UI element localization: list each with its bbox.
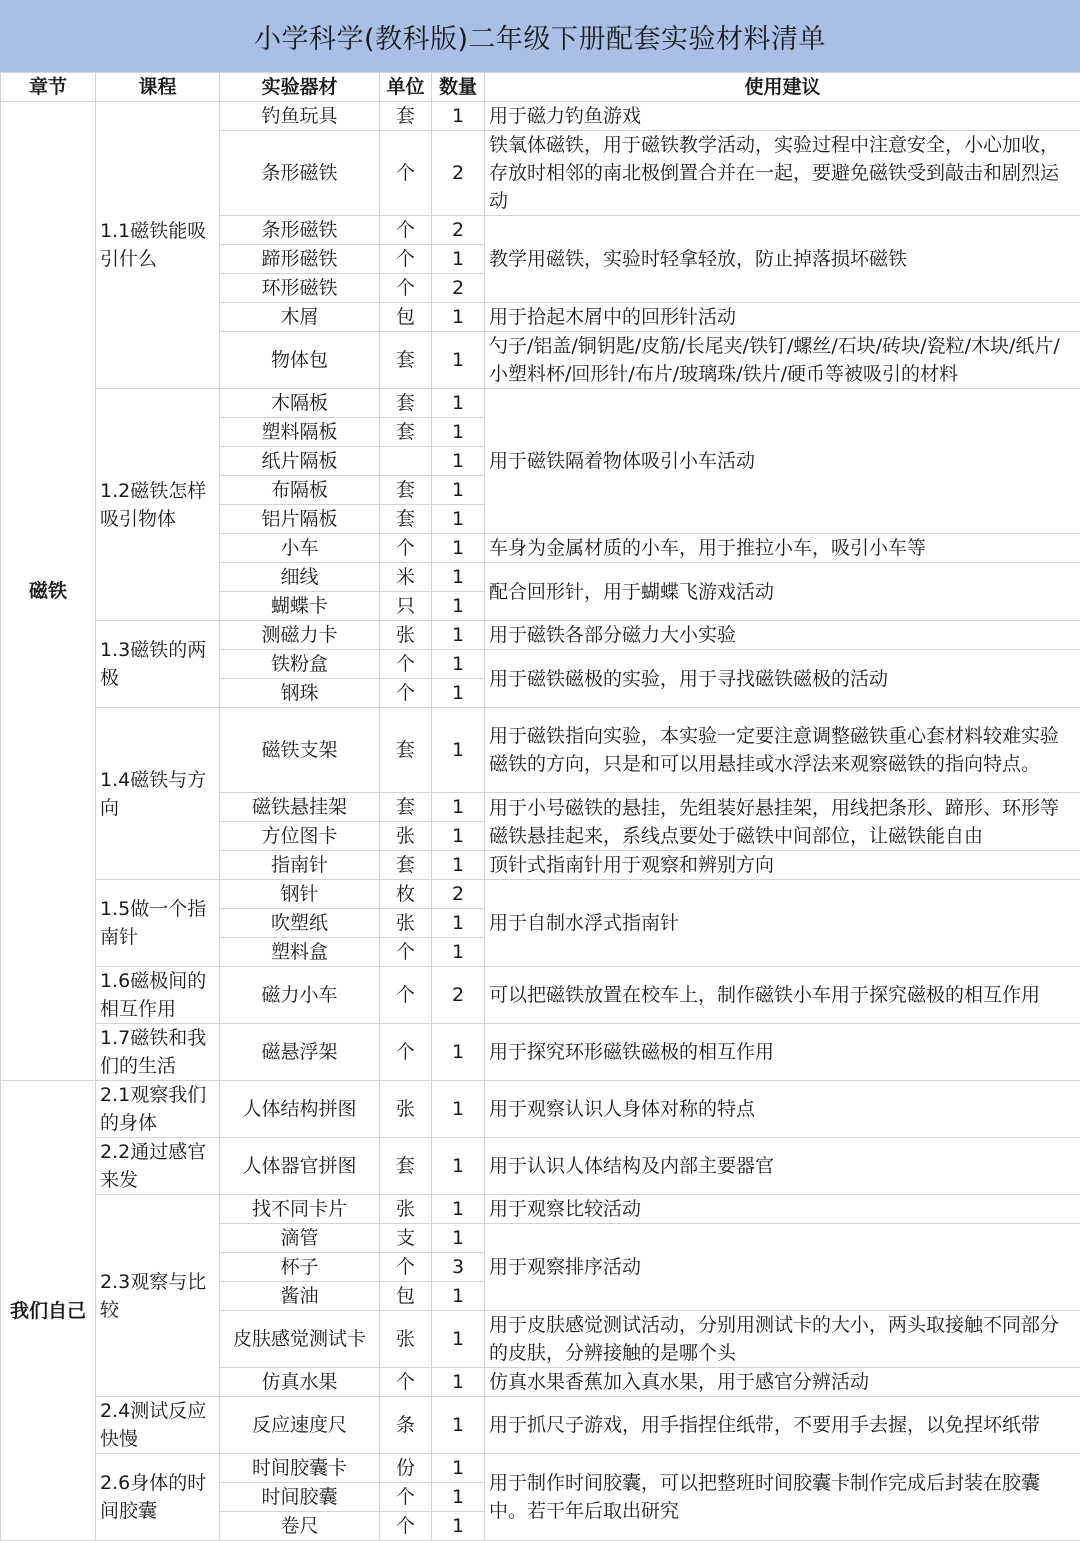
usage-cell: 铁氧体磁铁，用于磁铁教学活动，实验过程中注意安全，小心加收，存放时相邻的南北极倒置合并在一起，要避免磁铁受到敲击和剧烈运动: [485, 131, 1080, 216]
equipment-cell: 环形磁铁: [220, 274, 380, 303]
quantity-cell: 1: [432, 1195, 485, 1224]
usage-cell: 用于制作时间胶囊，可以把整班时间胶囊卡制作完成后封装在胶囊中。若干年后取出研究: [485, 1454, 1080, 1541]
table-row: [1, 1397, 1080, 1454]
equipment-cell: 磁铁悬挂架: [220, 793, 380, 822]
unit-cell: [380, 447, 432, 476]
equipment-cell: 铝片隔板: [220, 505, 380, 534]
equipment-cell: 皮肤感觉测试卡: [220, 1311, 380, 1368]
quantity-cell: 1: [432, 332, 485, 389]
unit-cell: 套: [380, 708, 432, 793]
unit-cell: 套: [380, 332, 432, 389]
table-row: [1, 1081, 1080, 1138]
equipment-cell: 铁粉盒: [220, 650, 380, 679]
unit-cell: 套: [380, 1138, 432, 1195]
lesson-cell: 1.5做一个指南针: [96, 880, 220, 967]
quantity-cell: 1: [432, 418, 485, 447]
unit-cell: 张: [380, 621, 432, 650]
usage-cell: 车身为金属材质的小车，用于推拉小车，吸引小车等: [485, 534, 1080, 563]
quantity-cell: 1: [432, 621, 485, 650]
table-row: [1, 880, 1080, 909]
quantity-cell: 2: [432, 274, 485, 303]
unit-cell: 套: [380, 389, 432, 418]
usage-cell: 仿真水果香蕉加入真水果，用于感官分辨活动: [485, 1368, 1080, 1397]
header-row: [1, 73, 1080, 102]
usage-cell: 用于观察比较活动: [485, 1195, 1080, 1224]
equipment-cell: 纸片隔板: [220, 447, 380, 476]
table-row: [1, 1195, 1080, 1224]
table-row: [1, 708, 1080, 793]
unit-cell: 个: [380, 534, 432, 563]
usage-cell: 用于小号磁铁的悬挂，先组装好悬挂架，用线把条形、蹄形、环形等磁铁悬挂起来，系线点要处于磁铁中间部位，让磁铁能自由: [485, 793, 1080, 851]
usage-cell: 用于磁铁指向实验，本实验一定要注意调整磁铁重心套材料较难实验磁铁的方向，只是和可以用悬挂或水浮法来观察磁铁的指向特点。: [485, 708, 1080, 793]
equipment-cell: 杯子: [220, 1253, 380, 1282]
quantity-cell: 1: [432, 1138, 485, 1195]
quantity-cell: 2: [432, 216, 485, 245]
table-row: [1, 967, 1080, 1024]
equipment-cell: 仿真水果: [220, 1368, 380, 1397]
unit-cell: 个: [380, 938, 432, 967]
equipment-cell: 卷尺: [220, 1512, 380, 1541]
quantity-cell: 1: [432, 1454, 485, 1483]
unit-cell: 张: [380, 822, 432, 851]
lesson-cell: 2.1观察我们的身体: [96, 1081, 220, 1138]
unit-cell: 支: [380, 1224, 432, 1253]
header-lesson: 课程: [96, 73, 220, 102]
unit-cell: 张: [380, 909, 432, 938]
equipment-cell: 人体器官拼图: [220, 1138, 380, 1195]
unit-cell: 只: [380, 592, 432, 621]
quantity-cell: 1: [432, 1512, 485, 1541]
lesson-cell: 2.2通过感官来发: [96, 1138, 220, 1195]
equipment-cell: 时间胶囊: [220, 1483, 380, 1512]
quantity-cell: 3: [432, 1253, 485, 1282]
quantity-cell: 1: [432, 592, 485, 621]
lesson-cell: 1.1磁铁能吸引什么: [96, 102, 220, 389]
equipment-cell: 指南针: [220, 851, 380, 880]
unit-cell: 套: [380, 476, 432, 505]
unit-cell: 个: [380, 1024, 432, 1081]
equipment-cell: 酱油: [220, 1282, 380, 1311]
unit-cell: 个: [380, 131, 432, 216]
quantity-cell: 1: [432, 822, 485, 851]
table-row: [1, 1024, 1080, 1081]
unit-cell: 个: [380, 679, 432, 708]
lesson-cell: 1.6磁极间的相互作用: [96, 967, 220, 1024]
equipment-cell: 钢针: [220, 880, 380, 909]
quantity-cell: 1: [432, 909, 485, 938]
quantity-cell: 1: [432, 1224, 485, 1253]
sheet-title: 小学科学(教科版)二年级下册配套实验材料清单: [0, 0, 1080, 73]
materials-table: [0, 72, 1080, 1541]
quantity-cell: 1: [432, 679, 485, 708]
usage-cell: 用于磁铁磁极的实验，用于寻找磁铁磁极的活动: [485, 650, 1080, 708]
equipment-cell: 滴管: [220, 1224, 380, 1253]
header-equipment: 实验器材: [220, 73, 380, 102]
usage-cell: 用于磁铁各部分磁力大小实验: [485, 621, 1080, 650]
usage-cell: 可以把磁铁放置在校车上，制作磁铁小车用于探究磁极的相互作用: [485, 967, 1080, 1024]
quantity-cell: 1: [432, 1483, 485, 1512]
table-row: [1, 621, 1080, 650]
quantity-cell: 1: [432, 1368, 485, 1397]
usage-cell: 用于磁铁隔着物体吸引小车活动: [485, 389, 1080, 534]
equipment-cell: 塑料隔板: [220, 418, 380, 447]
quantity-cell: 2: [432, 880, 485, 909]
usage-cell: 教学用磁铁，实验时轻拿轻放，防止掉落损坏磁铁: [485, 216, 1080, 303]
usage-cell: 勺子/铝盖/铜钥匙/皮筋/长尾夹/铁钉/螺丝/石块/砖块/瓷粒/木块/纸片/小塑料杯/回形针/布片/玻璃珠/铁片/硬币等被吸引的材料: [485, 332, 1080, 389]
equipment-cell: 条形磁铁: [220, 216, 380, 245]
equipment-cell: 找不同卡片: [220, 1195, 380, 1224]
unit-cell: 包: [380, 303, 432, 332]
unit-cell: 个: [380, 1512, 432, 1541]
equipment-cell: 塑料盒: [220, 938, 380, 967]
equipment-cell: 布隔板: [220, 476, 380, 505]
equipment-cell: 蹄形磁铁: [220, 245, 380, 274]
unit-cell: 套: [380, 851, 432, 880]
unit-cell: 份: [380, 1454, 432, 1483]
quantity-cell: 1: [432, 1282, 485, 1311]
usage-cell: 用于自制水浮式指南针: [485, 880, 1080, 967]
lesson-cell: 1.4磁铁与方向: [96, 708, 220, 880]
header-chapter: 章节: [1, 73, 96, 102]
usage-cell: 用于观察认识人身体对称的特点: [485, 1081, 1080, 1138]
equipment-cell: 小车: [220, 534, 380, 563]
usage-cell: 用于观察排序活动: [485, 1224, 1080, 1311]
quantity-cell: 1: [432, 389, 485, 418]
quantity-cell: 1: [432, 245, 485, 274]
header-unit: 单位: [380, 73, 432, 102]
equipment-cell: 蝴蝶卡: [220, 592, 380, 621]
unit-cell: 套: [380, 418, 432, 447]
equipment-cell: 钓鱼玩具: [220, 102, 380, 131]
lesson-cell: 2.6身体的时间胶囊: [96, 1454, 220, 1541]
equipment-cell: 反应速度尺: [220, 1397, 380, 1454]
unit-cell: 米: [380, 563, 432, 592]
unit-cell: 张: [380, 1081, 432, 1138]
quantity-cell: 1: [432, 303, 485, 332]
quantity-cell: 1: [432, 476, 485, 505]
usage-cell: 配合回形针，用于蝴蝶飞游戏活动: [485, 563, 1080, 621]
unit-cell: 套: [380, 793, 432, 822]
quantity-cell: 1: [432, 505, 485, 534]
quantity-cell: 1: [432, 938, 485, 967]
chapter-cell: 磁铁: [1, 102, 96, 1081]
quantity-cell: 2: [432, 131, 485, 216]
quantity-cell: 1: [432, 447, 485, 476]
usage-cell: 用于皮肤感觉测试活动，分别用测试卡的大小，两头取接触不同部分的皮肤，分辨接触的是哪个头: [485, 1311, 1080, 1368]
table-row: [1, 1138, 1080, 1195]
usage-cell: 顶针式指南针用于观察和辨别方向: [485, 851, 1080, 880]
unit-cell: 张: [380, 1311, 432, 1368]
quantity-cell: 1: [432, 534, 485, 563]
quantity-cell: 1: [432, 793, 485, 822]
unit-cell: 个: [380, 650, 432, 679]
lesson-cell: 2.4测试反应快慢: [96, 1397, 220, 1454]
equipment-cell: 木屑: [220, 303, 380, 332]
equipment-cell: 磁悬浮架: [220, 1024, 380, 1081]
equipment-cell: 钢珠: [220, 679, 380, 708]
quantity-cell: 1: [432, 1311, 485, 1368]
unit-cell: 套: [380, 102, 432, 131]
quantity-cell: 1: [432, 1081, 485, 1138]
quantity-cell: 1: [432, 851, 485, 880]
header-quantity: 数量: [432, 73, 485, 102]
usage-cell: 用于磁力钓鱼游戏: [485, 102, 1080, 131]
usage-cell: 用于抓尺子游戏，用手指捏住纸带，不要用手去握，以免捏坏纸带: [485, 1397, 1080, 1454]
unit-cell: 包: [380, 1282, 432, 1311]
equipment-cell: 测磁力卡: [220, 621, 380, 650]
table-row: [1, 102, 1080, 131]
unit-cell: 张: [380, 1195, 432, 1224]
quantity-cell: 1: [432, 650, 485, 679]
unit-cell: 枚: [380, 880, 432, 909]
lesson-cell: 1.7磁铁和我们的生活: [96, 1024, 220, 1081]
equipment-cell: 方位图卡: [220, 822, 380, 851]
unit-cell: 条: [380, 1397, 432, 1454]
quantity-cell: 1: [432, 1397, 485, 1454]
equipment-cell: 时间胶囊卡: [220, 1454, 380, 1483]
quantity-cell: 1: [432, 708, 485, 793]
unit-cell: 个: [380, 1253, 432, 1282]
quantity-cell: 1: [432, 1024, 485, 1081]
unit-cell: 个: [380, 967, 432, 1024]
quantity-cell: 2: [432, 967, 485, 1024]
equipment-cell: 人体结构拼图: [220, 1081, 380, 1138]
lesson-cell: 2.3观察与比较: [96, 1195, 220, 1397]
equipment-cell: 细线: [220, 563, 380, 592]
table-row: [1, 389, 1080, 418]
quantity-cell: 1: [432, 563, 485, 592]
usage-cell: 用于认识人体结构及内部主要器官: [485, 1138, 1080, 1195]
unit-cell: 个: [380, 274, 432, 303]
table-row: [1, 1454, 1080, 1483]
equipment-cell: 磁铁支架: [220, 708, 380, 793]
unit-cell: 个: [380, 1368, 432, 1397]
header-usage: 使用建议: [485, 73, 1080, 102]
equipment-cell: 磁力小车: [220, 967, 380, 1024]
unit-cell: 个: [380, 245, 432, 274]
equipment-cell: 吹塑纸: [220, 909, 380, 938]
lesson-cell: 1.2磁铁怎样吸引物体: [96, 389, 220, 621]
quantity-cell: 1: [432, 102, 485, 131]
unit-cell: 个: [380, 216, 432, 245]
equipment-cell: 条形磁铁: [220, 131, 380, 216]
unit-cell: 个: [380, 1483, 432, 1512]
equipment-cell: 木隔板: [220, 389, 380, 418]
chapter-cell: 我们自己: [1, 1081, 96, 1541]
unit-cell: 套: [380, 505, 432, 534]
usage-cell: 用于探究环形磁铁磁极的相互作用: [485, 1024, 1080, 1081]
usage-cell: 用于拾起木屑中的回形针活动: [485, 303, 1080, 332]
lesson-cell: 1.3磁铁的两极: [96, 621, 220, 708]
equipment-cell: 物体包: [220, 332, 380, 389]
